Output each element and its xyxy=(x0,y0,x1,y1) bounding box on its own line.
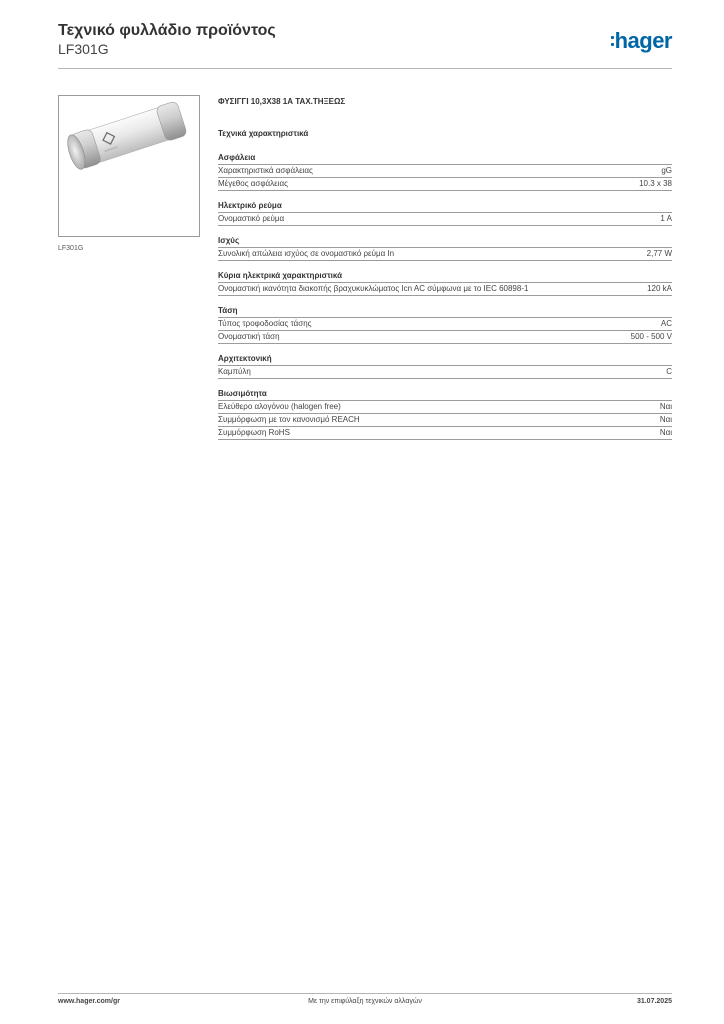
spec-group-title: Κύρια ηλεκτρικά χαρακτηριστικά xyxy=(218,270,672,283)
logo-dots-icon xyxy=(611,36,614,46)
product-name: ΦΥΣΙΓΓΙ 10,3Χ38 1Α ΤΑΧ.ΤΗΞΕΩΣ xyxy=(218,97,346,106)
spec-row xyxy=(218,366,672,379)
page-header xyxy=(58,22,672,70)
spec-label: Χαρακτηριστικά ασφάλειας xyxy=(218,166,313,175)
spec-group-power xyxy=(218,235,672,261)
spec-label: Ελεύθερο αλογόνου (halogen free) xyxy=(218,402,341,411)
spec-label: Συνολική απώλεια ισχύος σε ονομαστικό ρεύμα In xyxy=(218,249,395,258)
spec-group-current xyxy=(218,200,672,226)
spec-value: AC xyxy=(660,319,672,328)
spec-group-title: Ασφάλεια xyxy=(218,152,672,165)
spec-group-title: Βιωσιμότητα xyxy=(218,388,672,401)
spec-row xyxy=(218,318,672,331)
page-title: Τεχνικό φυλλάδιο προϊόντος xyxy=(58,22,276,39)
spec-row xyxy=(218,331,672,344)
spec-row xyxy=(218,401,672,414)
spec-label: Συμμόρφωση με τον κανονισμό REACH xyxy=(218,415,360,424)
spec-value: Ναι xyxy=(659,402,672,411)
header-divider xyxy=(58,68,672,69)
spec-group-sustainability xyxy=(218,388,672,440)
spec-value: 2,77 W xyxy=(646,249,672,258)
spec-value: 120 kA xyxy=(647,284,672,293)
spec-row xyxy=(218,248,672,261)
cartridge-fuse-icon xyxy=(59,96,199,236)
spec-group-voltage xyxy=(218,305,672,344)
spec-label: Ονομαστικό ρεύμα xyxy=(218,214,285,223)
spec-value: 1 A xyxy=(660,214,672,223)
spec-row xyxy=(218,213,672,226)
footer-notice: Με την επιφύλαξη τεχνικών αλλαγών xyxy=(308,998,422,1005)
hager-logo[interactable] xyxy=(611,28,672,54)
spec-label: Καμπύλη xyxy=(218,367,251,376)
spec-group-title: Ηλεκτρικό ρεύμα xyxy=(218,200,672,213)
spec-group-title: Ισχύς xyxy=(218,235,672,248)
footer-divider xyxy=(58,993,672,994)
spec-label: Ονομαστική τάση xyxy=(218,332,280,341)
spec-label: Τύπος τροφοδοσίας τάσης xyxy=(218,319,312,328)
spec-group-fuse xyxy=(218,152,672,191)
spec-row xyxy=(218,427,672,440)
spec-content xyxy=(218,96,672,449)
website-link[interactable]: www.hager.com/gr xyxy=(58,998,120,1005)
spec-value: 10.3 x 38 xyxy=(639,179,672,188)
spec-row xyxy=(218,178,672,191)
spec-value: Ναι xyxy=(659,415,672,424)
spec-value: gG xyxy=(661,166,672,175)
spec-group-electrical xyxy=(218,270,672,296)
spec-row xyxy=(218,283,672,296)
spec-label: Ονομαστική ικανότητα διακοπής βραχυκυκλώματος Icn AC σύμφωνα με το IEC 60898-1 xyxy=(218,284,529,293)
page-footer xyxy=(58,998,672,1010)
product-image-caption: LF301G xyxy=(58,245,84,252)
spec-value: 500 - 500 V xyxy=(630,332,672,341)
footer-date: 31.07.2025 xyxy=(636,998,672,1005)
spec-value: Ναι xyxy=(659,428,672,437)
spec-label: Συμμόρφωση RoHS xyxy=(218,428,290,437)
spec-row xyxy=(218,414,672,427)
spec-label: Μέγεθος ασφάλειας xyxy=(218,179,288,188)
logo-text: hager xyxy=(614,28,672,53)
spec-group-title: Τάση xyxy=(218,305,672,318)
technical-specs-heading: Τεχνικά χαρακτηριστικά xyxy=(218,129,309,138)
spec-group-architecture xyxy=(218,353,672,379)
spec-group-title: Αρχιτεκτονική xyxy=(218,353,672,366)
spec-row xyxy=(218,165,672,178)
spec-value: C xyxy=(666,367,672,376)
product-reference: LF301G xyxy=(58,41,109,57)
product-image xyxy=(58,95,200,237)
